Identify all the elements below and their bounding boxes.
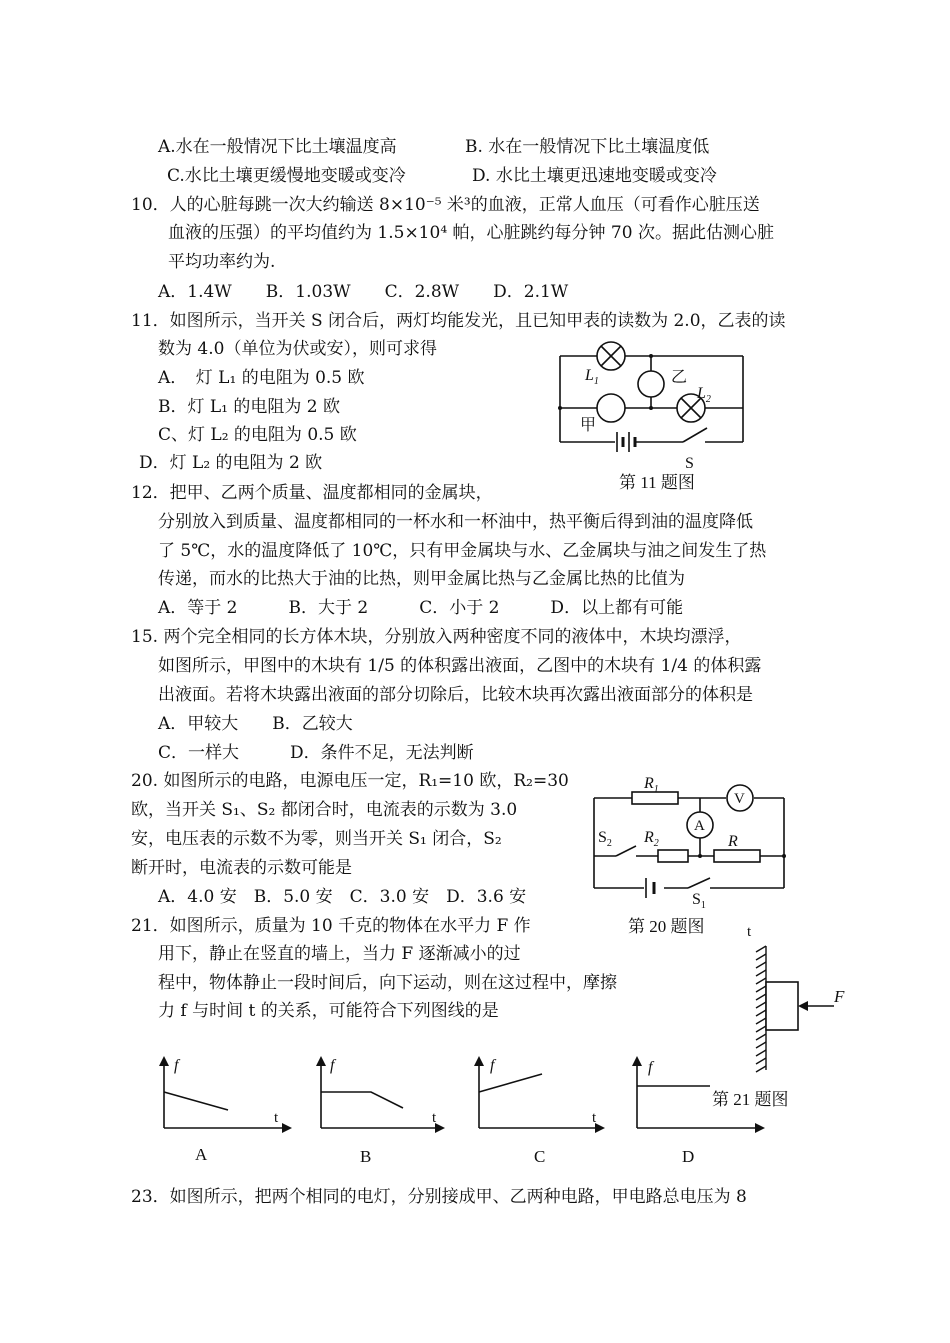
force-arrow-icon [798, 1001, 834, 1011]
meter-jia-icon [597, 394, 625, 422]
graph-b-line [321, 1092, 403, 1108]
label-f: F [834, 987, 845, 1006]
label-l2: $L_2$ [697, 385, 711, 405]
figure-11-caption: 第 11 题图 [619, 473, 695, 492]
graph-c-t: t [592, 1110, 597, 1126]
resistor-r2-icon [658, 850, 688, 862]
q21-line1: 21．如图所示，质量为 10 千克的物体在水平力 F 作 [131, 916, 531, 936]
battery-icon [646, 878, 654, 898]
label-r2: $R_2$ [644, 829, 659, 849]
figure-20-caption: 第 20 题图 [628, 917, 705, 936]
q11-option-d: D．灯 L₂ 的电阻为 2 欧 [139, 453, 323, 473]
label-s2: $S_2$ [598, 829, 612, 849]
graph-a-t: t [274, 1110, 279, 1126]
q12-line4: 传递，而水的比热大于油的比热，则甲金属比热与乙金属比热的比值为 [158, 569, 685, 589]
resistor-r-icon [714, 850, 760, 862]
graph-b [316, 1056, 445, 1166]
graph-a [159, 1056, 292, 1164]
label-s1: $S_1$ [692, 891, 706, 911]
label-l1: $L_1$ [585, 367, 599, 387]
q20-line3: 安，电压表的示数不为零，则当开关 S₁ 闭合，S₂ [131, 829, 502, 849]
q12-line1: 12．把甲、乙两个质量、温度都相同的金属块， [131, 483, 493, 503]
label-jia: 甲 [580, 417, 597, 434]
graph-a-line [164, 1092, 228, 1110]
graph-d-f: f [648, 1059, 653, 1076]
q15-line3: 出液面。若将木块露出液面的部分切除后，比较木块再次露出液面部分的体积是 [158, 685, 753, 705]
q12-options: A．等于 2 B．大于 2 C．小于 2 D．以上都有可能 [158, 598, 684, 618]
graph-c-f: f [490, 1057, 495, 1074]
q15-line2: 如图所示，甲图中的木块有 1/5 的体积露出液面，乙图中的木块有 1/4 的体积露 [158, 656, 762, 676]
label-v: V [734, 791, 745, 807]
graph-b-t: t [432, 1110, 437, 1126]
q15-options-ab: A．甲较大 B．乙较大 [158, 714, 353, 734]
q15-line1: 15. 两个完全相同的长方体木块，分别放入两种密度不同的液体中，木块均漂浮， [131, 627, 742, 647]
q11-line1: 11．如图所示，当开关 S 闭合后，两灯均能发光，且已知甲表的读数为 2.0，乙表的读 [131, 311, 786, 331]
battery-icon [617, 432, 635, 452]
q11-option-c: C、灯 L₂ 的电阻为 0.5 欧 [158, 425, 357, 445]
meter-yi-icon [638, 371, 664, 397]
q11-option-b: B．灯 L₁ 的电阻为 2 欧 [158, 397, 341, 417]
q11-option-a: A． 灯 L₁ 的电阻为 0.5 欧 [158, 368, 365, 388]
graph-a-f: f [174, 1057, 179, 1074]
q10-line1: 10．人的心脏每跳一次大约输送 8×10⁻⁵ 米³的血液，正常人血压（可看作心脏压送 [131, 195, 760, 215]
q10-line3: 平均功率约为. [168, 252, 276, 272]
figure-21-caption: 第 21 题图 [712, 1090, 789, 1109]
figure-20-circuit [588, 770, 798, 940]
label-a: A [694, 818, 705, 834]
graph-b-f: f [330, 1057, 335, 1074]
label-yi: 乙 [671, 369, 688, 386]
label-t-top: t [747, 924, 752, 940]
graph-c-line [479, 1074, 542, 1092]
lamp-l1-icon [597, 342, 625, 370]
q20-line4: 断开时，电流表的示数可能是 [131, 858, 352, 878]
graph-c [474, 1056, 605, 1166]
option-9b: B. 水在一般情况下比土壤温度低 [465, 137, 710, 157]
q11-line2: 数为 4.0（单位为伏或安），则可求得 [158, 339, 437, 359]
q20-line1: 20. 如图所示的电路，电源电压一定，R₁=10 欧，R₂=30 [131, 771, 569, 791]
q23-line1: 23．如图所示，把两个相同的电灯，分别接成甲、乙两种电路，甲电路总电压为 8 [131, 1187, 747, 1207]
graph-d-label: D [682, 1147, 695, 1166]
q10-options: A．1.4W B．1.03W C．2.8W D．2.1W [158, 282, 569, 302]
option-9c: C.水比土壤更缓慢地变暖或变冷 [167, 166, 406, 186]
block-icon [766, 982, 798, 1030]
label-r1: $R_1$ [644, 775, 659, 795]
label-s: S [685, 455, 694, 472]
graph-c-label: C [534, 1147, 546, 1166]
graph-b-label: B [360, 1147, 372, 1166]
q10-line2: 血液的压强）的平均值约为 1.5×10⁴ 帕，心脏跳约每分钟 70 次。据此估测心脏 [168, 223, 774, 243]
q21-line3: 程中，物体静止一段时间后，向下运动，则在这过程中，摩擦 [158, 973, 617, 993]
q12-line2: 分别放入到质量、温度都相同的一杯水和一杯油中，热平衡后得到油的温度降低 [158, 512, 753, 532]
option-9d: D. 水比土壤更迅速地变暖或变冷 [472, 166, 717, 186]
graph-a-label: A [195, 1145, 208, 1164]
label-r: R [728, 833, 738, 850]
f-t-graphs [150, 1050, 780, 1170]
q20-line2: 欧，当开关 S₁、S₂ 都闭合时，电流表的示数为 3.0 [131, 800, 518, 820]
figure-11-circuit [555, 340, 755, 500]
q20-options: A．4.0 安 B．5.0 安 C．3.0 安 D．3.6 安 [158, 887, 527, 907]
q21-line4: 力 f 与时间 t 的关系，可能符合下列图线的是 [158, 1001, 499, 1021]
q12-line3: 了 5℃，水的温度降低了 10℃，只有甲金属块与水、乙金属块与油之间发生了热 [158, 541, 767, 561]
q15-options-cd: C．一样大 D．条件不足，无法判断 [158, 743, 474, 763]
graph-d [632, 1056, 765, 1166]
option-9a: A.水在一般情况下比土壤温度高 [158, 137, 397, 157]
q21-line2: 用下，静止在竖直的墙上，当力 F 逐渐减小的过 [158, 944, 521, 964]
